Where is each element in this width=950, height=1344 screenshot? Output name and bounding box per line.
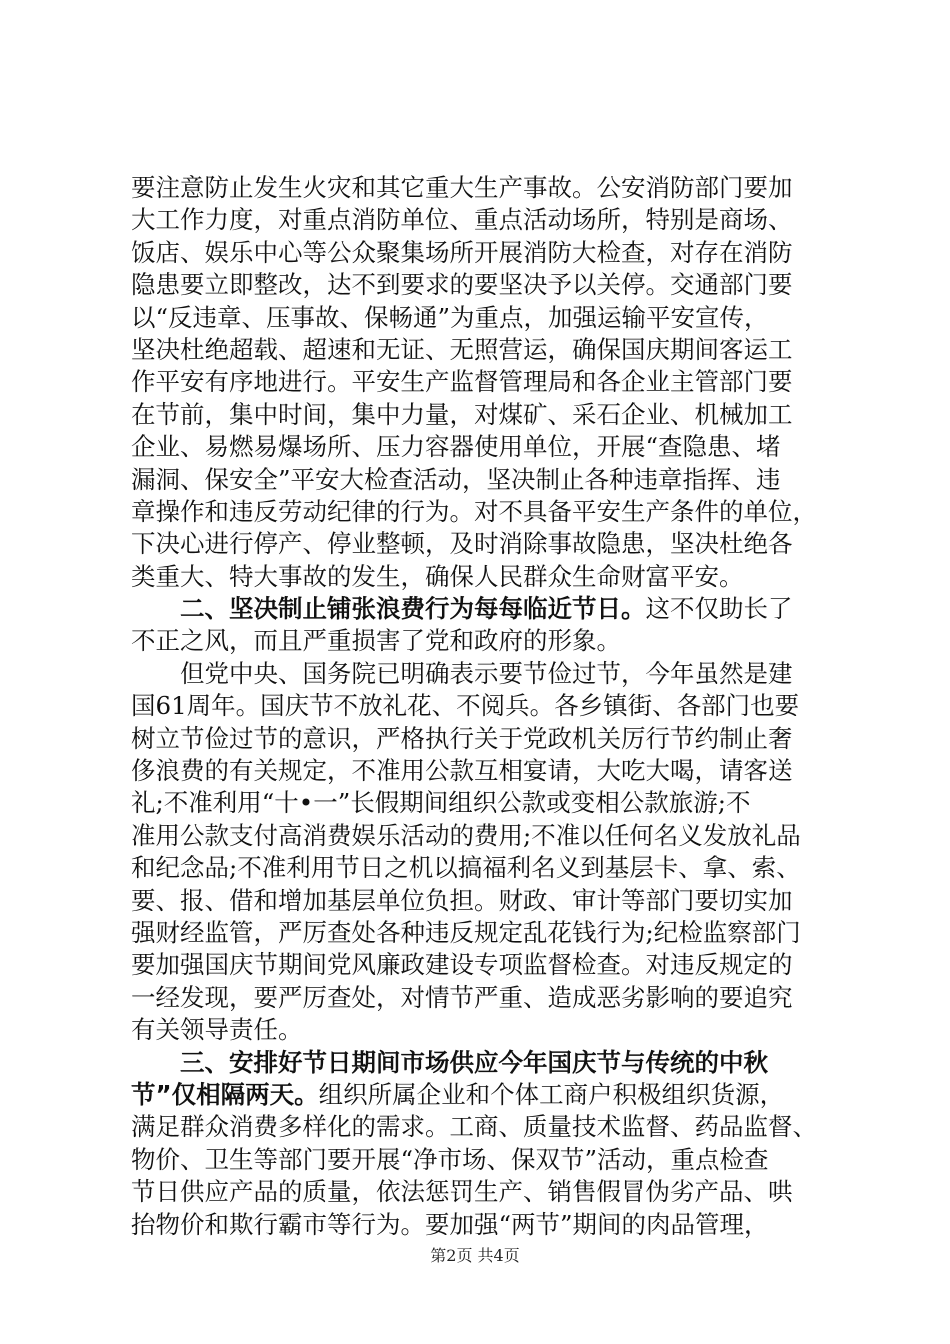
line-text: 大工作力度，对重点消防单位、重点活动场所，特别是商场、 bbox=[131, 205, 793, 235]
text-line bbox=[131, 496, 831, 528]
line-text: 坚决杜绝超载、超速和无证、无照营运，确保国庆期间客运工 bbox=[131, 334, 793, 364]
text-line bbox=[131, 1047, 831, 1079]
line-text: 要加强国庆节期间党风廉政建设专项监督检查。对违反规定的 bbox=[131, 950, 793, 980]
line-text: 这不仅助长了 bbox=[645, 594, 793, 624]
text-line bbox=[131, 593, 831, 625]
line-text: 组织所属企业和个体工商户积极组织货源， bbox=[318, 1079, 785, 1109]
text-line bbox=[131, 366, 831, 398]
text-line bbox=[131, 237, 831, 269]
line-text: 隐患要立即整改，达不到要求的要坚决予以关停。交通部门要 bbox=[131, 270, 793, 300]
line-text: 作平安有序地进行。平安生产监督管理局和各企业主管部门要 bbox=[131, 367, 793, 397]
line-text: 礼;不准利用“十•一”长假期间组织公款或变相公款旅游;不 bbox=[131, 788, 751, 818]
text-line bbox=[131, 431, 831, 463]
page-number-label: 第2页 共4页 bbox=[430, 1246, 520, 1265]
line-text: 饭店、娱乐中心等公众聚集场所开展消防大检查，对存在消防 bbox=[131, 237, 793, 267]
line-text: 章操作和违反劳动纪律的行为。对不具备平安生产条件的单位， bbox=[131, 496, 817, 526]
text-line bbox=[131, 690, 831, 722]
line-text: 和纪念品;不准利用节日之机以搞福利名义到基层卡、拿、索、 bbox=[131, 853, 801, 883]
text-line bbox=[131, 755, 831, 787]
section-heading: 二、坚决制止铺张浪费行为每每临近节日。 bbox=[180, 594, 646, 624]
text-line bbox=[131, 787, 831, 819]
line-text: 以“反违章、压事故、保畅通”为重点，加强运输平安宣传， bbox=[131, 302, 769, 332]
text-line bbox=[131, 1014, 831, 1046]
text-line bbox=[131, 885, 831, 917]
section-heading: 三、安排好节日期间市场供应今年国庆节与传统的中秋 bbox=[180, 1047, 768, 1077]
line-text: 下决心进行停产、停业整顿，及时消除事故隐患，坚决杜绝各 bbox=[131, 529, 793, 559]
text-line bbox=[131, 917, 831, 949]
text-line bbox=[131, 269, 831, 301]
text-line bbox=[131, 723, 831, 755]
text-line bbox=[131, 982, 831, 1014]
line-text: 不正之风，而且严重损害了党和政府的形象。 bbox=[131, 626, 621, 656]
text-line bbox=[131, 1176, 831, 1208]
text-line bbox=[131, 528, 831, 560]
line-text: 有关领导责任。 bbox=[131, 1015, 303, 1045]
text-line bbox=[131, 204, 831, 236]
line-text: 要、报、借和增加基层单位负担。财政、审计等部门要切实加 bbox=[131, 885, 793, 915]
line-text: 企业、易燃易爆场所、压力容器使用单位，开展“查隐患、堵 bbox=[131, 432, 781, 462]
line-text: 漏洞、保安全”平安大检查活动，坚决制止各种违章指挥、违 bbox=[131, 464, 781, 494]
line-text: 节日供应产品的质量，依法惩罚生产、销售假冒伪劣产品、哄 bbox=[131, 1177, 793, 1207]
text-line bbox=[131, 1079, 831, 1111]
section-heading: 节”仅相隔两天。 bbox=[131, 1079, 319, 1109]
text-line bbox=[131, 1144, 831, 1176]
text-line bbox=[131, 625, 831, 657]
text-line bbox=[131, 399, 831, 431]
text-line bbox=[131, 1111, 831, 1143]
line-text: 国61周年。国庆节不放礼花、不阅兵。各乡镇街、各部门也要 bbox=[131, 691, 800, 721]
text-line bbox=[131, 302, 831, 334]
page-footer bbox=[0, 1246, 950, 1266]
text-line bbox=[131, 1209, 831, 1241]
document-body bbox=[131, 172, 831, 1241]
line-text: 侈浪费的有关规定，不准用公款互相宴请，大吃大喝，请客送 bbox=[131, 756, 793, 786]
text-line bbox=[131, 464, 831, 496]
line-text: 但党中央、国务院已明确表示要节俭过节，今年虽然是建 bbox=[180, 658, 793, 688]
text-line bbox=[131, 852, 831, 884]
line-text: 准用公款支付高消费娱乐活动的费用;不准以任何名义发放礼品 bbox=[131, 820, 801, 850]
line-text: 强财经监管，严厉查处各种违反规定乱花钱行为;纪检监察部门 bbox=[131, 917, 801, 947]
line-text: 类重大、特大事故的发生，确保人民群众生命财富平安。 bbox=[131, 561, 744, 591]
text-line bbox=[131, 172, 831, 204]
line-text: 物价、卫生等部门要开展“净市场、保双节”活动，重点检查 bbox=[131, 1144, 769, 1174]
text-line bbox=[131, 820, 831, 852]
text-line bbox=[131, 334, 831, 366]
text-line bbox=[131, 658, 831, 690]
line-text: 在节前，集中时间，集中力量，对煤矿、采石企业、机械加工 bbox=[131, 399, 793, 429]
text-line bbox=[131, 561, 831, 593]
line-text: 树立节俭过节的意识，严格执行关于党政机关厉行节约制止奢 bbox=[131, 723, 793, 753]
line-text: 一经发现，要严厉查处，对情节严重、造成恶劣影响的要追究 bbox=[131, 982, 793, 1012]
line-text: 要注意防止发生火灾和其它重大生产事故。公安消防部门要加 bbox=[131, 173, 793, 202]
text-line bbox=[131, 949, 831, 981]
line-text: 满足群众消费多样化的需求。工商、质量技术监督、药品监督、 bbox=[131, 1112, 817, 1142]
line-text: 抬物价和欺行霸市等行为。要加强“两节”期间的肉品管理， bbox=[131, 1209, 769, 1239]
